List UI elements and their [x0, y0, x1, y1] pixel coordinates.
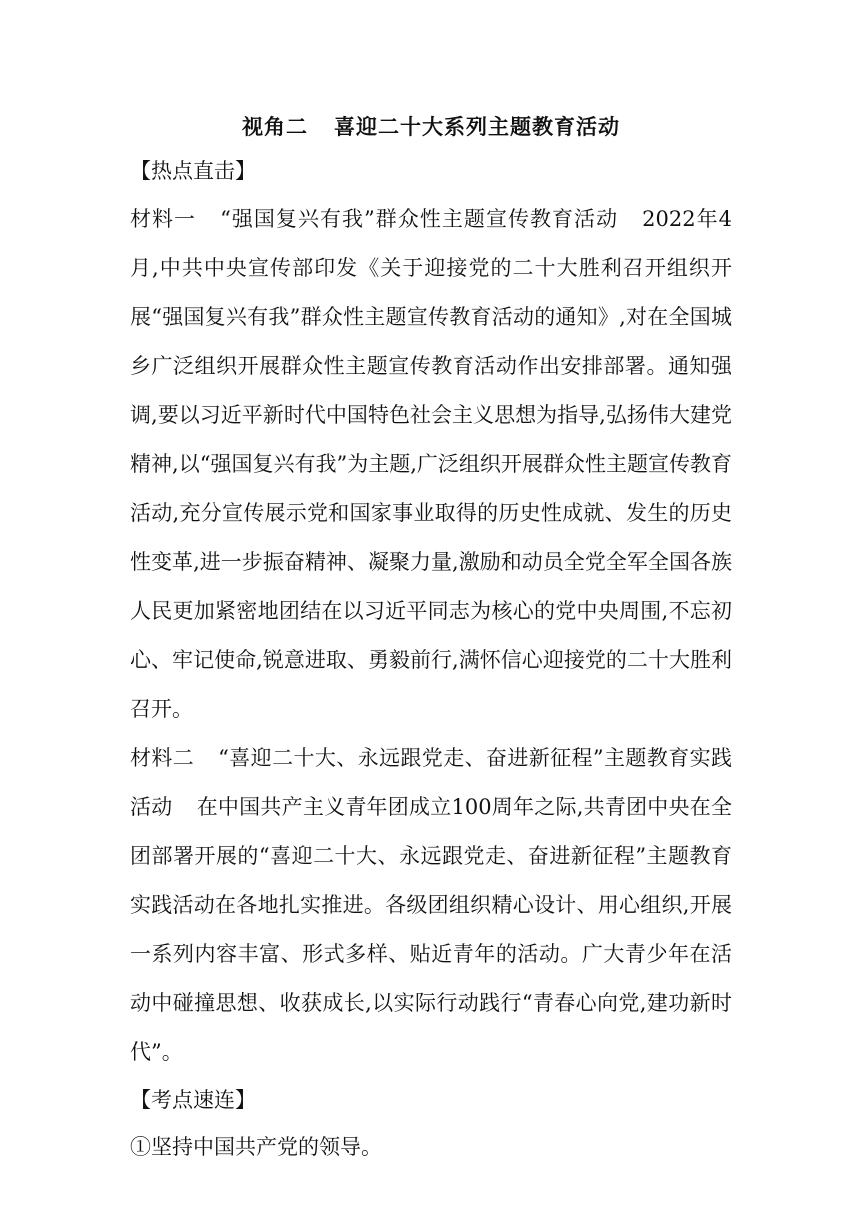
- material-two-label: 材料二: [130, 746, 195, 770]
- material-one-label: 材料一: [130, 207, 197, 231]
- section-heading-points: 【考点速连】: [130, 1088, 256, 1112]
- material-two-paragraph: [130, 734, 732, 1077]
- material-two-body: 在中国共产主义青年团成立100周年之际,共青团中央在全团部署开展的“喜迎二十大、永远跟党走、奋进新征程”主题教育实践活动在各地扎实推进。各级团组织精心设计、用心组织,开展一系列内容丰富、形式多样、贴近青年的活动。广大青少年在活动中碰撞思想、收获成长,以实际行动践行“青春心向党,建功新时代”。: [130, 795, 732, 1064]
- material-one-body: 2022年4月,中共中央宣传部印发《关于迎接党的二十大胜利召开组织开展“强国复兴有我”群众性主题宣传教育活动的通知》,对在全国城乡广泛组织开展群众性主题宣传教育活动作出安排部署。通知强调,要以习近平新时代中国特色社会主义思想为指导,弘扬伟大建党精神,以“强国复兴有我”为主题,广泛组织开展群众性主题宣传教育活动,充分宣传展示党和国家事业取得的历史性成就、发生的历史性变革,进一步振奋精神、凝聚力量,激励和动员全党全军全国各族人民更加紧密地团结在以习近平同志为核心的党中央周围,不忘初心、牢记使命,锐意进取、勇毅前行,满怀信心迎接党的二十大胜利召开。: [130, 207, 732, 721]
- section-heading-hot: 【热点直击】: [130, 159, 256, 183]
- title-prefix: 视角二: [242, 115, 308, 139]
- exam-point-1: ①坚持中国共产党的领导。: [130, 1135, 382, 1159]
- material-one-topic: “强国复兴有我”群众性主题宣传教育活动: [220, 207, 619, 231]
- document-title: [130, 106, 732, 148]
- material-one-paragraph: [130, 195, 732, 734]
- material-two-topic: “喜迎二十大、永远跟党走、奋进新征程”主题教育实践活动: [130, 746, 732, 819]
- title-main: 喜迎二十大系列主题教育活动: [334, 115, 620, 139]
- document-page: [130, 106, 732, 1171]
